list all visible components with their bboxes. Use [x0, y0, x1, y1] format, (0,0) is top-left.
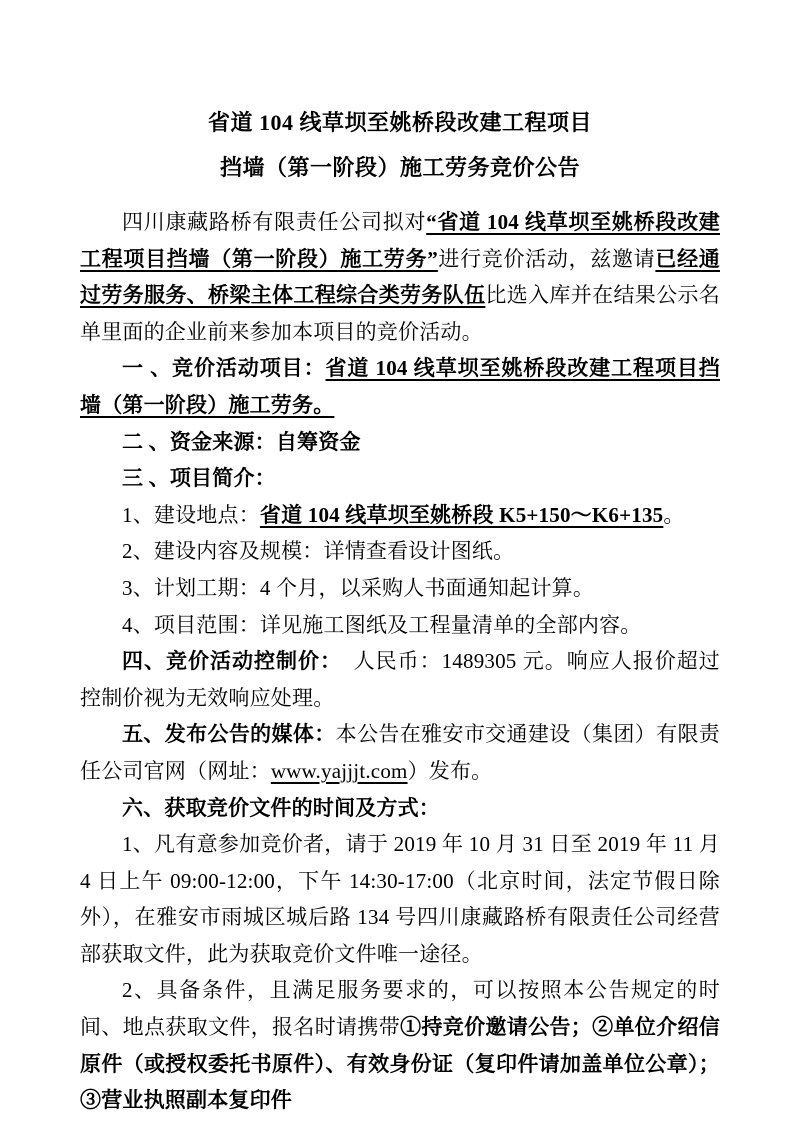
- text-run: 。: [663, 502, 685, 527]
- section-4-control-price: [80, 643, 720, 716]
- document-title-line1: 省道 104 线草坝至姚桥段改建工程项目: [207, 110, 592, 135]
- required-materials-emphasis: ①持竞价邀请公告；②单位介绍信原件（或授权委托书原件）、有效身份证（复印件请加盖单位公章）；③营业执照副本复印件: [80, 1015, 721, 1113]
- text-run: 四川康藏路桥有限责任公司拟对: [122, 210, 427, 234]
- text-run: 2、建设内容及规模：详情查看设计图纸。: [122, 539, 515, 564]
- document-body: [80, 204, 720, 1119]
- obtain-item-1: [80, 826, 720, 972]
- qualified-teams-emphasis: 已经通过劳务服务、桥梁主体工程综合类劳务队伍: [80, 246, 720, 308]
- section-6-label: 六、获取竞价文件的时间及方式：: [122, 795, 440, 820]
- item-1-construction-site: [80, 497, 720, 534]
- item-1-label: 1、建设地点：: [122, 502, 260, 527]
- website-url: www.yajjjt.com: [270, 758, 408, 783]
- obtain-item-2: [80, 972, 720, 1118]
- item-4-project-range: [80, 607, 720, 644]
- section-5-label: 五、发布公告的媒体：: [122, 722, 336, 747]
- item-2-construction-scope: [80, 533, 720, 570]
- text-run: 4、项目范围：详见施工图纸及工程量清单的全部内容。: [122, 612, 642, 637]
- text-run: ）发布。: [407, 758, 493, 783]
- item-3-schedule: [80, 570, 720, 607]
- control-price-value: 人民币：1489305 元。响应人报价超过控制价视为无效响应处理。: [80, 649, 720, 710]
- section-4-label: 四、竞价活动控制价：: [122, 649, 332, 674]
- text-run: 1、凡有意参加竞价者，请于 2019 年 10 月 31 日至 2019 年 11 月 4 日上午 09:00-12:00，下午 14:30-17:00（北京时间，法定节假日除外），在雅安市雨城区城后路 134 号四川康藏路桥有限责任公司经营部获取文件，此为获取竞价文件唯一途径。: [80, 832, 720, 966]
- section-3-project-overview: [80, 460, 720, 497]
- section-1-project-name: 省道 104 线草坝至姚桥段改建工程项目挡墙（第一阶段）施工劳务。: [80, 356, 721, 417]
- document-title-line2: 挡墙（第一阶段）施工劳务竞价公告: [219, 155, 580, 180]
- section-3-label: 三 、项目简介：: [122, 466, 276, 491]
- project-name-quoted: “省道 104 线草坝至姚桥段改建工程项目挡墙（第一阶段）施工劳务”: [80, 210, 720, 271]
- intro-paragraph: [80, 204, 720, 350]
- construction-site-value: 省道 104 线草坝至姚桥段 K5+150～K6+135: [259, 502, 664, 527]
- section-1-bidding-project: [80, 350, 720, 423]
- text-run: 进行竞价活动，兹邀请: [437, 246, 656, 271]
- text-run: 2、具备条件，且满足服务要求的，可以按照本公告规定的时间、地点获取文件，报名时请携带: [80, 978, 720, 1040]
- text-run: 本公告在雅安市交通建设（集团）有限责任公司官网（网址：: [80, 722, 721, 783]
- section-5-announcement-media: [80, 716, 720, 789]
- section-2-text: 二 、资金来源：自筹资金: [122, 429, 361, 454]
- text-run: 比选入库并在结果公示名单里面的企业前来参加本项目的竞价活动。: [80, 283, 720, 344]
- text-run: 3、计划工期：4 个月，以采购人书面通知起计算。: [122, 575, 595, 600]
- section-6-obtain-documents: [80, 790, 720, 827]
- section-1-label: 一 、竞价活动项目：: [122, 356, 326, 381]
- section-2-funding-source: [80, 424, 720, 461]
